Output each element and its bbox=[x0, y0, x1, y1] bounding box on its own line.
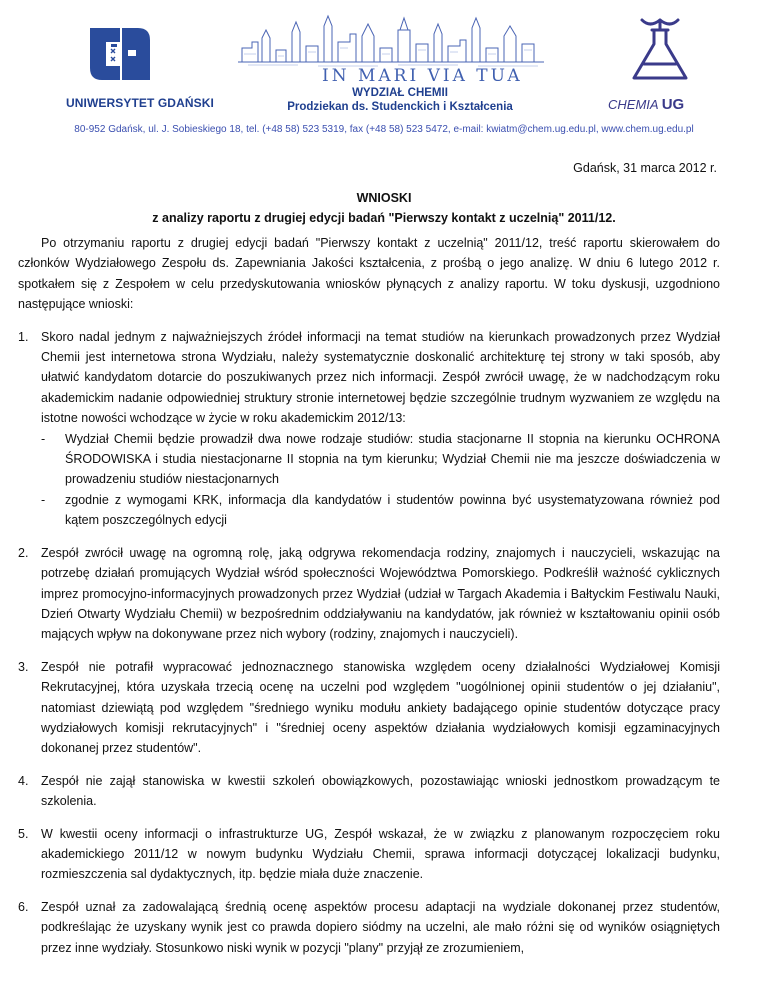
motto: IN MARI VIA TUA bbox=[322, 66, 523, 86]
list-item-text: Zespół nie potrafił wypracować jednoznacznego stanowiska względem oceny działalności Wydziałowej Komisji Rekrutacyjnej, która uzyskała trzecią ocenę na uczelni pod względem "uogólnionej opinii studentów o jej działaniu", natomiast dziewiątą pod względem "średniego wyniku modułu ankiety badającego opinie studentów dotyczące pracy wydziałowych komisji rekrutacyjnych" i "średniej oceny aspektów działania wydziałowych komisji egzaminacyjnych dokonanej przez studentów". bbox=[41, 659, 720, 756]
sub-list-item bbox=[18, 429, 720, 490]
document-title bbox=[0, 188, 768, 228]
list-item bbox=[18, 543, 720, 645]
list-item bbox=[18, 824, 720, 885]
list-item-number: 6. bbox=[18, 899, 29, 914]
list-item-number: 4. bbox=[18, 773, 29, 788]
faculty-name: WYDZIAŁ CHEMII bbox=[352, 87, 448, 99]
list-item-text: Zespół uznał za zadowalającą średnią ocenę aspektów procesu adaptacji na wydziale dokonanej przez studentów, podkreślając że uzyskany wynik jest co prawda dopiero siódmy na uczelni, ale mało różni się od wyników osiągniętych przez inne wydziały. Stosunkowo niski wynik w pozycji "plany" przyjął ze zrozumieniem, bbox=[41, 899, 720, 955]
list-item-number: 3. bbox=[18, 659, 29, 674]
letterhead bbox=[0, 0, 768, 140]
list-item-text: Skoro nadal jednym z najważniejszych źródeł informacji na temat studiów na kierunkach prowadzonych przez Wydział Chemii jest internetowa strona Wydziału, należy systematycznie doskonalić architekturę tej strony w taki sposób, aby ułatwić kandydatom dotarcie do poszukiwanych przez nich informacji. Zespół zwrócił uwagę, że w nadchodzącym roku akademickim nadanie odpowiedniej struktury stronie internetowej będzie szczególnie trudnym wyzwaniem ze względu na istotne nowości wchodzące w życie w roku akademickim 2012/13: bbox=[41, 329, 720, 426]
department-heading bbox=[250, 86, 550, 114]
list-item-number: 5. bbox=[18, 826, 29, 841]
title-line-1: WNIOSKI bbox=[356, 191, 412, 205]
list-item-text: Zespół zwrócił uwagę na ogromną rolę, jaką odgrywa rekomendacja rodziny, znajomych i nauczycieli, wskazując na potrzebę działań promujących Wydział wśród społeczności Województwa Pomorskiego. Podkreślił ważność cyklicznych imprez promocyjno-informacyjnych prowadzonych przez Wydział (udział w Targach Akademia i Bałtyckim Festiwalu Nauki, Dzień Otwarty Wydziału Chemii) w bezpośrednim oddziaływaniu na kandydatów, jak również w kształtowaniu opinii osób mających wpływ na dokonywane przez nich wybory (rodziny, znajomych i nauczycieli). bbox=[41, 545, 720, 642]
university-logo-icon bbox=[82, 22, 158, 86]
sub-list-dash: - bbox=[41, 492, 46, 507]
chem-text: CHEMIA bbox=[608, 97, 659, 112]
list-item bbox=[18, 897, 720, 958]
chemistry-logo-text bbox=[608, 96, 684, 113]
sub-list-dash: - bbox=[41, 431, 46, 446]
intro-paragraph: Po otrzymaniu raportu z drugiej edycji badań "Pierwszy kontakt z uczelnią" 2011/12, treść raportu skierowałem do członków Wydziałowego Zespołu ds. Zapewniania Jakości kształcenia, z prośbą o jego analizę. W dniu 6 lutego 2012 r. spotkałem się z Zespołem w celu przedyskutowania wniosków płynących z analizy raportu. W toku dyskusji, uzgodniono następujące wnioski: bbox=[18, 236, 720, 312]
conclusions-list bbox=[18, 327, 720, 958]
title-line-2: z analizy raportu z drugiej edycji badań "Pierwszy kontakt z uczelnią" 2011/12. bbox=[152, 211, 616, 225]
office-name: Prodziekan ds. Studenckich i Kształcenia bbox=[287, 101, 513, 113]
sub-list-text: Wydział Chemii będzie prowadził dwa nowe rodzaje studiów: studia stacjonarne II stopnia na kierunku OCHRONA ŚRODOWISKA i studia niestacjonarne II stopnia na tym kierunku; Wydział Chemii nie ma jeszcze doświadczenia w prowadzeniu studiów niestacjonarnych bbox=[65, 431, 720, 487]
document-body bbox=[18, 233, 720, 970]
list-item-number: 2. bbox=[18, 545, 29, 560]
document-date: Gdańsk, 31 marca 2012 r. bbox=[573, 161, 717, 175]
contact-address: 80-952 Gdańsk, ul. J. Sobieskiego 18, tel. (+48 58) 523 5319, fax (+48 58) 523 5472, e-mail: kwiatm@chem.ug.edu.pl, www.chem.ug.edu.pl bbox=[74, 124, 694, 135]
sub-list-text: zgodnie z wymogami KRK, informacja dla kandydatów i studentów powinna być usystematyzowana również pod kątem poszczególnych edycji bbox=[65, 492, 720, 528]
list-item bbox=[18, 657, 720, 759]
chemistry-logo-icon bbox=[620, 14, 700, 86]
sub-list-item bbox=[18, 490, 720, 531]
list-item-number: 1. bbox=[18, 329, 29, 344]
university-name: UNIWERSYTET GDAŃSKI bbox=[66, 96, 214, 110]
gdansk-skyline-illustration bbox=[238, 12, 544, 70]
list-item bbox=[18, 771, 720, 812]
list-item-text: W kwestii oceny informacji o infrastrukturze UG, Zespół wskazał, że w związku z planowanym rozpoczęciem roku akademickiego 2011/12 w nowym budynku Wydziału Chemii, sprawa informacji dotyczącej lokalizacji budynku, rozmieszczenia sal dydaktycznych, itp. będzie miała duże znaczenie. bbox=[41, 826, 720, 882]
chem-ug-text: UG bbox=[661, 96, 685, 113]
list-item bbox=[18, 327, 720, 531]
list-item-text: Zespół nie zajął stanowiska w kwestii szkoleń obowiązkowych, pozostawiając wnioski jednostkom prowadzącym te szkolenia. bbox=[41, 773, 720, 809]
